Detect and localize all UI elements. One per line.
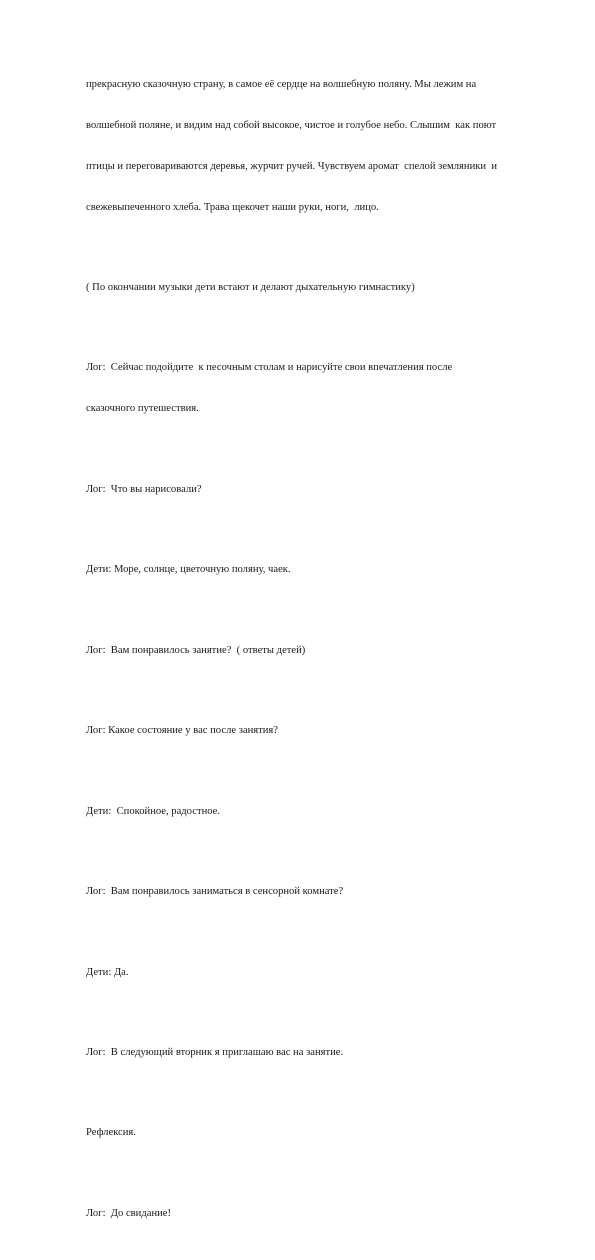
text-line: волшебной поляне, и видим над собой высокое, чистое и голубое небо. Слышим как поют xyxy=(86,119,497,131)
paragraph-stage-direction xyxy=(86,254,566,322)
text-line: Дети: Спокойное, радостное. xyxy=(86,805,221,817)
text-line: Лог: Какое состояние у вас после занятия? xyxy=(86,725,279,737)
text-line: Дети: Море, солнце, цветочную поляну, чаек. xyxy=(86,564,291,576)
paragraph-farewell xyxy=(86,1180,566,1248)
text-line: ( По окончании музыки дети встают и делают дыхательную гимнастику) xyxy=(86,282,415,293)
paragraph-dialogue xyxy=(86,777,566,845)
text-line: Лог: В следующий вторник я приглашаю вас на занятие. xyxy=(86,1047,344,1058)
paragraph-reflection xyxy=(86,1099,566,1167)
paragraph-fairy-meadow xyxy=(86,51,566,241)
paragraph-dialogue xyxy=(86,334,566,443)
text-line: Лог: До свидание! xyxy=(86,1207,172,1219)
text-line: Лог: Вам понравилось занятие? ( ответы детей) xyxy=(86,644,306,656)
paragraph-dialogue xyxy=(86,938,566,1006)
text-line: сказочного путешествия. xyxy=(86,403,199,415)
text-line: Лог: Вам понравилось заниматься в сенсорной комнате? xyxy=(86,886,344,898)
document-body xyxy=(86,51,566,1260)
text-line: свежевыпеченного хлеба. Трава щекочет наши руки, ноги, лицо. xyxy=(86,201,379,213)
paragraph-dialogue xyxy=(86,536,566,604)
paragraph-dialogue xyxy=(86,1019,566,1087)
text-line: Лог: Что вы нарисовали? xyxy=(86,483,202,495)
paragraph-dialogue xyxy=(86,616,566,684)
text-line: птицы и переговариваются деревья, журчит ручей. Чувствуем аромат спелой земляники и xyxy=(86,160,498,172)
paragraph-dialogue xyxy=(86,456,566,524)
text-line: Лог: Сейчас подойдите к песочным столам и нарисуйте свои впечатления после xyxy=(86,362,453,374)
paragraph-dialogue xyxy=(86,858,566,926)
paragraph-dialogue xyxy=(86,697,566,765)
text-line: прекрасную сказочную страну, в самое её сердце на волшебную поляну. Мы лежим на xyxy=(86,79,477,91)
text-line: Рефлексия. xyxy=(86,1127,136,1139)
text-line: Дети: Да. xyxy=(86,966,129,978)
